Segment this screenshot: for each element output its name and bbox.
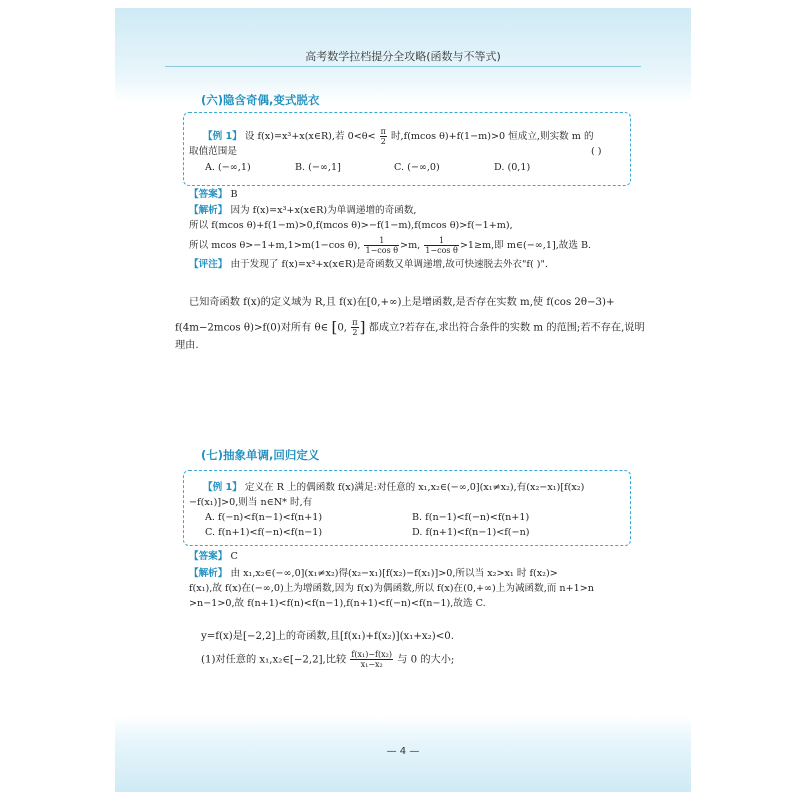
example-1-question-line-2: 取值范围是	[189, 146, 237, 157]
header-divider	[165, 66, 641, 67]
fraction: $\frac{1}{\text{1−cos θ}}$	[425, 236, 458, 255]
analysis-line-2: f(x₁),故 f(x)在(−∞,0)上为增函数,因为 f(x)为偶函数,所以 f(x)在(0,+∞)上为减函数,而 n+1>n	[189, 583, 594, 594]
section-title-6: (六)隐含奇偶,变式脱衣	[201, 93, 320, 107]
pi-over-2-fraction: $\frac{\pi}{2}$	[380, 127, 386, 146]
section-title-7: (七)抽象单调,回归定义	[201, 448, 320, 462]
analysis-line-2: 所以 f(mcos θ)+f(1−m)>0,f(mcos θ)>−f(1−m),f(mcos θ)>f(−1+m),	[189, 220, 513, 231]
fraction: $\frac{1}{\text{1−cos θ}}$	[365, 236, 399, 255]
option-d: D. (0,1)	[494, 162, 531, 173]
problem-text: y=f(x)是[−2,2]上的奇函数,且[f(x₁)+f(x₂)](x₁+x₂)<0.	[201, 631, 454, 642]
answer-line-2: 【答案】 C	[189, 551, 238, 562]
example-box-1	[183, 112, 631, 186]
problem-text: 理由.	[175, 340, 199, 351]
analysis-line-1: 【解析】 由 x₁,x₂∈(−∞,0](x₁≠x₂)得(x₂−x₁)[f(x₂)−f(x₁)]>0,所以当 x₂>x₁ 时 f(x₂)>	[189, 568, 558, 579]
example-2-question-line-2: −f(x₁)]>0,则当 n∈N* 时,有	[189, 497, 313, 508]
option-c: C. (−∞,0)	[394, 162, 440, 173]
page-number: — 4 —	[386, 746, 420, 757]
page	[115, 8, 691, 792]
answer-paren: ( )	[591, 146, 602, 157]
running-header: 高考数学拉档提分全攻略(函数与不等式)	[305, 50, 501, 63]
option-a: A. (−∞,1)	[205, 162, 251, 173]
option-b: B. (−∞,1]	[295, 162, 341, 173]
analysis-line-3: >n−1>0,故 f(n+1)<f(n)<f(n−1),f(n+1)<f(−n)<f(n−1),故选 C.	[189, 598, 486, 609]
difference-quotient-fraction: $\frac{\text{f(x₁)−f(x₂)}}{\text{x₁−x₂}}$	[351, 650, 392, 669]
analysis-line-3: 所以 mcos θ>−1+m,1>m(1−cos θ), $\frac{1}{\text{1−cos θ}}$ >m, $\frac{1}{\text{1−cos θ}}$ >1≥m,即 m∈(−∞,1],故选 B.	[189, 236, 592, 255]
problem-text: (1)对任意的 x₁,x₂∈[−2,2],比较 $\frac{\text{f(x₁)−f(x₂)}}{\text{x₁−x₂}}$ 与 0 的大小;	[201, 650, 455, 669]
option-d: D. f(n+1)<f(n−1)<f(−n)	[412, 527, 530, 538]
option-c: C. f(n+1)<f(−n)<f(n−1)	[205, 527, 323, 538]
example-2-question-line-1: 【例 1】 定义在 R 上的偶函数 f(x)满足:对任意的 x₁,x₂∈(−∞,0](x₁≠x₂),有(x₂−x₁)[f(x₂)	[203, 482, 585, 493]
analysis-line-1: 【解析】 因为 f(x)=x³+x(x∈R)为单调递增的奇函数,	[189, 205, 417, 216]
problem-text: f(4m−2mcos θ)>f(0)对所有 θ∈ [0, $\frac{\pi}{2}$ ] 都成立?若存在,求出符合条件的实数 m 的范围;若不存在,说明	[175, 318, 645, 337]
note-line: 【评注】 由于发现了 f(x)=x³+x(x∈R)是奇函数又单调递增,故可快速脱去外衣"f( )".	[189, 259, 548, 270]
problem-text: 已知奇函数 f(x)的定义域为 R,且 f(x)在[0,+∞)上是增函数,是否存在实数 m,使 f(cos 2θ−3)+	[189, 297, 615, 308]
option-a: A. f(−n)<f(n−1)<f(n+1)	[205, 512, 323, 523]
option-b: B. f(n−1)<f(−n)<f(n+1)	[412, 512, 530, 523]
pi-over-2-fraction: $\frac{\pi}{2}$	[352, 318, 358, 337]
example-1-question-line-1: 【例 1】 设 f(x)=x³+x(x∈R),若 0<θ< $\frac{\pi}{2}$ 时,f(mcos θ)+f(1−m)>0 恒成立,则实数 m 的	[203, 127, 594, 146]
answer-line-1: 【答案】 B	[189, 189, 238, 200]
